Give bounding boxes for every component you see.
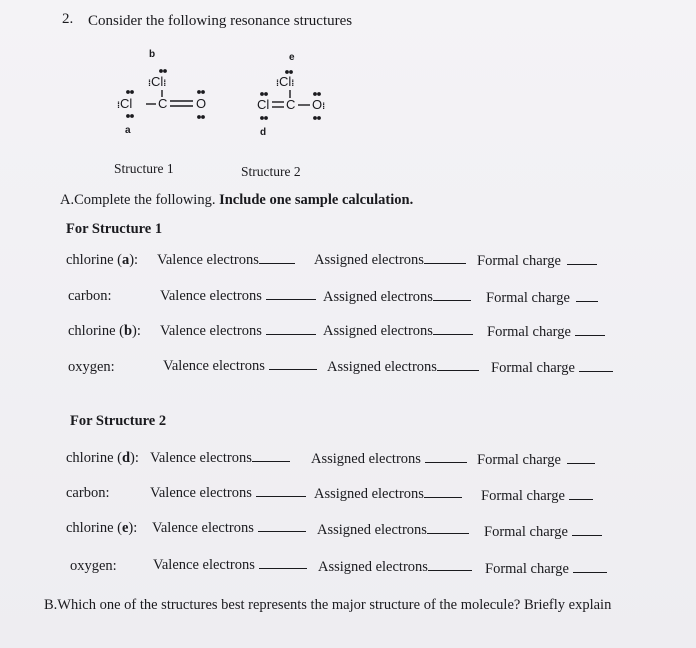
formal-label: Formal charge <box>491 359 613 377</box>
structure-2-heading: For Structure 2 <box>70 413 167 429</box>
formal-label: Formal charge <box>477 252 597 270</box>
formal-blank[interactable] <box>569 487 593 500</box>
valence-blank[interactable] <box>258 519 306 532</box>
row-atom-label: chlorine (a): <box>66 252 139 268</box>
valence-label: Valence electrons <box>160 287 316 305</box>
assigned-label: Assigned electrons <box>318 558 472 576</box>
assigned-label: Assigned electrons <box>323 288 471 306</box>
formal-label: Formal charge <box>484 523 602 541</box>
row-atom-label: carbon: <box>68 288 112 304</box>
assigned-blank[interactable] <box>424 251 466 264</box>
valence-blank[interactable] <box>259 251 295 264</box>
assigned-blank[interactable] <box>427 521 469 534</box>
structure-2-label-e: e <box>289 52 295 63</box>
valence-blank[interactable] <box>266 322 316 335</box>
assigned-blank[interactable] <box>433 322 473 335</box>
valence-label: Valence electrons <box>152 519 306 537</box>
valence-blank[interactable] <box>252 449 290 462</box>
formal-label: Formal charge <box>481 487 593 505</box>
formal-blank[interactable] <box>575 323 605 336</box>
row-atom-label: oxygen: <box>68 359 115 375</box>
valence-blank[interactable] <box>259 556 307 569</box>
assigned-blank[interactable] <box>424 485 462 498</box>
valence-label: Valence electrons <box>157 251 295 269</box>
formal-blank[interactable] <box>572 523 602 536</box>
valence-label: Valence electrons <box>153 556 307 574</box>
formal-blank[interactable] <box>567 252 597 265</box>
valence-label: Valence electrons <box>150 484 306 502</box>
structure-1-top-cl: ⁞Cl⁞ <box>148 74 167 89</box>
formal-blank[interactable] <box>567 451 595 464</box>
structure-2-left-cl: Cl <box>257 97 270 112</box>
formal-label: Formal charge <box>486 289 598 307</box>
structure-2-oxygen: O⁞ <box>312 97 326 112</box>
row-atom-label: chlorine (d): <box>66 450 139 466</box>
assigned-label: Assigned electrons <box>323 322 473 340</box>
structure-1-label-a: a <box>125 125 131 136</box>
assigned-label: Assigned electrons <box>314 485 462 503</box>
assigned-blank[interactable] <box>437 358 479 371</box>
valence-blank[interactable] <box>269 357 317 370</box>
structure-1-carbon: C <box>158 96 168 111</box>
structure-2-top-cl: ⁞Cl⁞ <box>276 74 295 89</box>
formal-blank[interactable] <box>573 560 607 573</box>
assigned-blank[interactable] <box>425 450 467 463</box>
formal-blank[interactable] <box>579 359 613 372</box>
row-atom-label: oxygen: <box>70 558 117 574</box>
valence-label: Valence electrons <box>163 357 317 375</box>
structure-2-carbon: C <box>286 97 296 112</box>
assigned-label: Assigned electrons <box>327 358 479 376</box>
part-a-intro: A.Complete the following. Include one sample calculation. <box>60 192 414 208</box>
row-atom-label: chlorine (e): <box>66 520 138 536</box>
part-b-question: B.Which one of the structures best represents the major structure of the molecule? Briefly explain <box>44 597 612 613</box>
assigned-blank[interactable] <box>428 558 472 571</box>
structure-1-heading: For Structure 1 <box>66 221 163 237</box>
question-number: 2. <box>62 11 74 27</box>
structure-2-caption: Structure 2 <box>241 164 301 179</box>
structure-1-caption: Structure 1 <box>114 161 174 176</box>
valence-blank[interactable] <box>256 484 306 497</box>
assigned-label: Assigned electrons <box>311 450 467 468</box>
structure-1-oxygen: O <box>196 96 207 111</box>
formal-blank[interactable] <box>576 289 598 302</box>
valence-label: Valence electrons <box>150 449 290 467</box>
question-prompt: Consider the following resonance structures <box>88 13 353 29</box>
row-atom-label: carbon: <box>66 485 110 501</box>
structure-1-label-b: b <box>149 49 156 60</box>
formal-label: Formal charge <box>485 560 607 578</box>
assigned-label: Assigned electrons <box>314 251 466 269</box>
assigned-label: Assigned electrons <box>317 521 469 539</box>
formal-label: Formal charge <box>477 451 595 469</box>
assigned-blank[interactable] <box>433 288 471 301</box>
row-atom-label: chlorine (b): <box>68 323 141 339</box>
structure-1-left-cl: ⁞Cl <box>117 96 133 111</box>
valence-label: Valence electrons <box>160 322 316 340</box>
formal-label: Formal charge <box>487 323 605 341</box>
structure-2-label-d: d <box>260 127 267 138</box>
valence-blank[interactable] <box>266 287 316 300</box>
